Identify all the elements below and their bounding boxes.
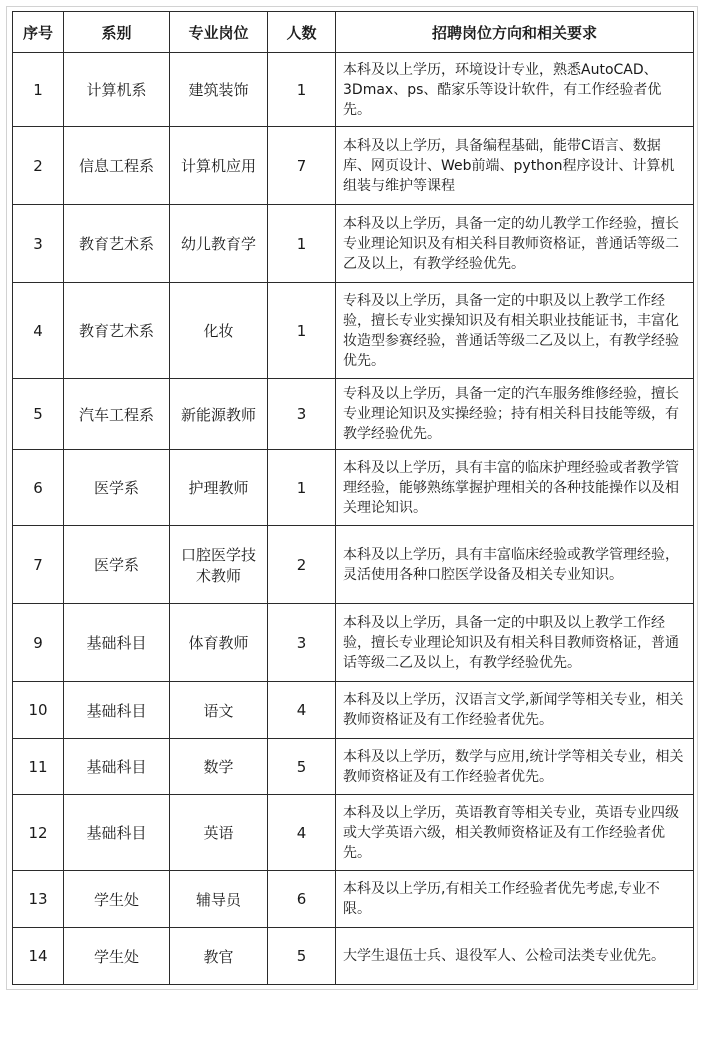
table-row xyxy=(13,379,694,450)
cell-requirements: 本科及以上学历，英语教育等相关专业，英语专业四级或大学英语六级，相关教师资格证及有工作经验者优先。 xyxy=(336,795,694,871)
cell-count: 1 xyxy=(268,53,336,127)
cell-count: 4 xyxy=(268,682,336,739)
table-row xyxy=(13,450,694,526)
cell-count: 6 xyxy=(268,871,336,928)
cell-count: 3 xyxy=(268,604,336,682)
cell-requirements: 本科及以上学历，数学与应用,统计学等相关专业，相关教师资格证及有工作经验者优先。 xyxy=(336,739,694,795)
cell-no: 12 xyxy=(13,795,64,871)
header-count: 人数 xyxy=(268,12,336,53)
cell-no: 10 xyxy=(13,682,64,739)
table-row xyxy=(13,682,694,739)
cell-no: 14 xyxy=(13,928,64,985)
cell-requirements: 本科及以上学历，环境设计专业，熟悉AutoCAD、3Dmax、ps、酷家乐等设计软件，有工作经验者优先。 xyxy=(336,53,694,127)
cell-no: 5 xyxy=(13,379,64,450)
cell-requirements: 本科及以上学历，具有丰富的临床护理经验或者教学管理经验，能够熟练掌握护理相关的各种技能操作以及相关理论知识。 xyxy=(336,450,694,526)
table-row xyxy=(13,795,694,871)
cell-department: 医学系 xyxy=(64,450,170,526)
table-header-row xyxy=(13,12,694,53)
cell-position: 语文 xyxy=(170,682,268,739)
cell-position: 化妆 xyxy=(170,283,268,379)
cell-count: 5 xyxy=(268,739,336,795)
cell-position: 英语 xyxy=(170,795,268,871)
header-position: 专业岗位 xyxy=(170,12,268,53)
cell-no: 11 xyxy=(13,739,64,795)
cell-no: 4 xyxy=(13,283,64,379)
table-row xyxy=(13,127,694,205)
table-row xyxy=(13,928,694,985)
cell-no: 1 xyxy=(13,53,64,127)
cell-no: 6 xyxy=(13,450,64,526)
cell-department: 计算机系 xyxy=(64,53,170,127)
table-row xyxy=(13,739,694,795)
cell-no: 9 xyxy=(13,604,64,682)
table-row xyxy=(13,604,694,682)
cell-position: 建筑装饰 xyxy=(170,53,268,127)
cell-position: 数学 xyxy=(170,739,268,795)
table-row xyxy=(13,283,694,379)
cell-department: 基础科目 xyxy=(64,682,170,739)
cell-count: 1 xyxy=(268,205,336,283)
cell-position: 幼儿教育学 xyxy=(170,205,268,283)
table-row xyxy=(13,53,694,127)
cell-requirements: 专科及以上学历，具备一定的中职及以上教学工作经验，擅长专业实操知识及有相关职业技能证书，丰富化妆造型参赛经验，普通话等级二乙及以上，有教学经验优先。 xyxy=(336,283,694,379)
cell-count: 7 xyxy=(268,127,336,205)
cell-count: 4 xyxy=(268,795,336,871)
cell-department: 学生处 xyxy=(64,871,170,928)
table-row xyxy=(13,526,694,604)
cell-department: 基础科目 xyxy=(64,739,170,795)
cell-count: 1 xyxy=(268,450,336,526)
cell-department: 信息工程系 xyxy=(64,127,170,205)
cell-no: 7 xyxy=(13,526,64,604)
cell-no: 13 xyxy=(13,871,64,928)
cell-requirements: 本科及以上学历,有相关工作经验者优先考虑,专业不限。 xyxy=(336,871,694,928)
recruitment-table xyxy=(12,11,694,985)
table-row xyxy=(13,205,694,283)
cell-position: 体育教师 xyxy=(170,604,268,682)
cell-position: 教官 xyxy=(170,928,268,985)
cell-no: 2 xyxy=(13,127,64,205)
cell-position: 口腔医学技术教师 xyxy=(170,526,268,604)
cell-department: 教育艺术系 xyxy=(64,283,170,379)
cell-requirements: 本科及以上学历，具备一定的中职及以上教学工作经验，擅长专业理论知识及有相关科目教师资格证，普通话等级二乙及以上，有教学经验优先。 xyxy=(336,604,694,682)
cell-count: 5 xyxy=(268,928,336,985)
table-row xyxy=(13,871,694,928)
cell-department: 医学系 xyxy=(64,526,170,604)
header-department: 系别 xyxy=(64,12,170,53)
header-no: 序号 xyxy=(13,12,64,53)
cell-department: 教育艺术系 xyxy=(64,205,170,283)
cell-position: 计算机应用 xyxy=(170,127,268,205)
header-requirements: 招聘岗位方向和相关要求 xyxy=(336,12,694,53)
cell-count: 2 xyxy=(268,526,336,604)
cell-requirements: 本科及以上学历，具备一定的幼儿教学工作经验，擅长专业理论知识及有相关科目教师资格证，普通话等级二乙及以上，有教学经验优先。 xyxy=(336,205,694,283)
cell-requirements: 大学生退伍士兵、退役军人、公检司法类专业优先。 xyxy=(336,928,694,985)
cell-position: 辅导员 xyxy=(170,871,268,928)
cell-no: 3 xyxy=(13,205,64,283)
cell-position: 护理教师 xyxy=(170,450,268,526)
cell-department: 基础科目 xyxy=(64,604,170,682)
cell-position: 新能源教师 xyxy=(170,379,268,450)
cell-department: 基础科目 xyxy=(64,795,170,871)
cell-requirements: 本科及以上学历，具备编程基础，能带C语言、数据库、网页设计、Web前端、python程序设计、计算机组装与维护等课程 xyxy=(336,127,694,205)
cell-requirements: 专科及以上学历，具备一定的汽车服务维修经验，擅长专业理论知识及实操经验；持有相关科目技能等级，有教学经验优先。 xyxy=(336,379,694,450)
cell-count: 3 xyxy=(268,379,336,450)
cell-department: 学生处 xyxy=(64,928,170,985)
cell-department: 汽车工程系 xyxy=(64,379,170,450)
cell-requirements: 本科及以上学历，汉语言文学,新闻学等相关专业，相关教师资格证及有工作经验者优先。 xyxy=(336,682,694,739)
cell-requirements: 本科及以上学历，具有丰富临床经验或教学管理经验，灵活使用各种口腔医学设备及相关专业知识。 xyxy=(336,526,694,604)
cell-count: 1 xyxy=(268,283,336,379)
